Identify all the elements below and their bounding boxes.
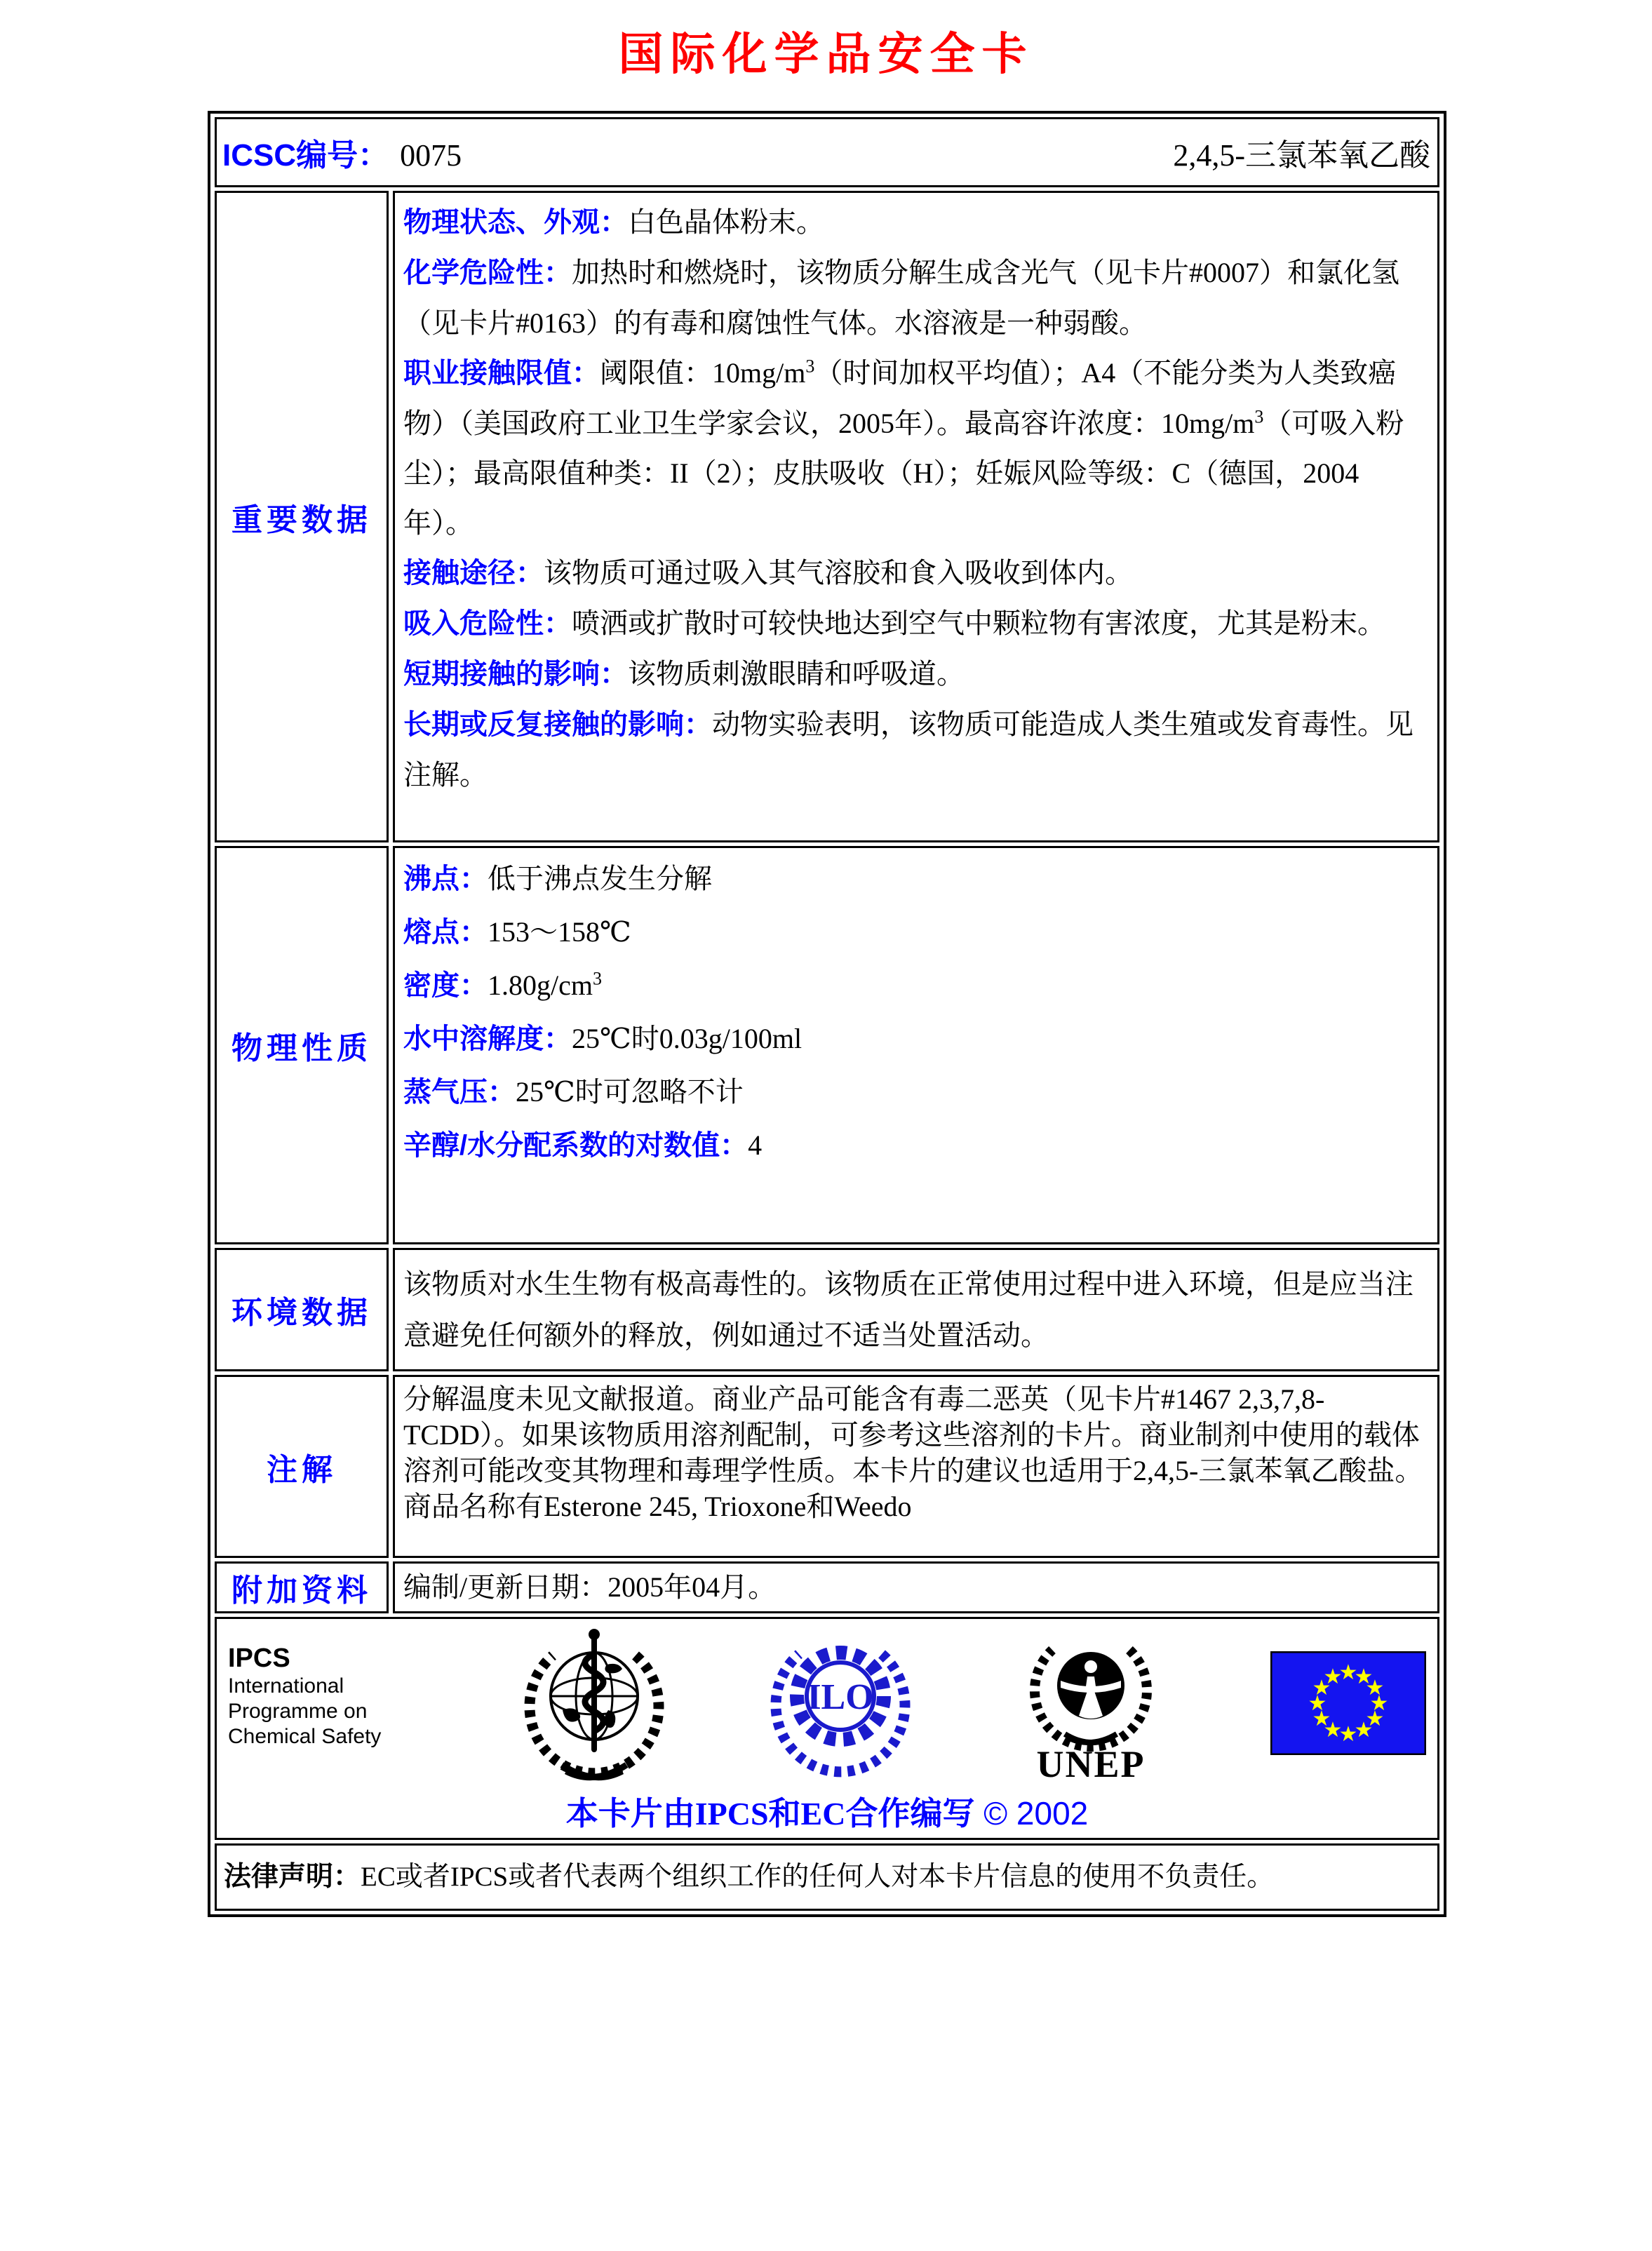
unep-logo-text: UNEP xyxy=(1036,1743,1145,1784)
text-segment: 3 xyxy=(592,968,602,989)
paragraph xyxy=(403,1568,1428,1607)
svg-text:★: ★ xyxy=(1354,1665,1374,1689)
paragraph xyxy=(403,1258,1428,1361)
text-segment: 该物质对水生生物有极高毒性的。该物质在正常使用过程中进入环境，但是应当注意避免任何额外的释放，例如通过不适当处置活动。 xyxy=(403,1268,1413,1351)
ilo-logo-text: ILO xyxy=(807,1677,874,1717)
section-content-environmental-data xyxy=(393,1248,1439,1371)
text-segment: 加热时和燃烧时，该物质分解生成含光气（见卡片#0007）和氯化氢（见卡片#0163）的有毒和腐蚀性气体。水溶液是一种弱酸。 xyxy=(403,257,1399,339)
icsc-page xyxy=(0,18,1652,2251)
text-segment: 25℃时0.03g/100ml xyxy=(572,1023,803,1054)
field-label: 密度： xyxy=(403,970,488,1001)
icsc-number-value: 0075 xyxy=(400,138,462,173)
icsc-number-group xyxy=(222,130,462,175)
text-segment: 本卡片由IPCS和EC合作编写 xyxy=(565,1796,975,1832)
legal-cell xyxy=(215,1843,1439,1911)
ipcs-line-3: Chemical Safety xyxy=(228,1725,382,1748)
text-segment: 153～158℃ xyxy=(488,916,631,948)
section-label-notes: 注解 xyxy=(215,1375,389,1558)
text-segment: 3 xyxy=(805,356,815,377)
ipcs-acronym: IPCS xyxy=(228,1644,290,1673)
text-segment: 法律声明： xyxy=(224,1862,361,1892)
section-additional-info xyxy=(215,1561,1439,1613)
paragraph xyxy=(403,1381,1428,1524)
section-content-important-data xyxy=(393,191,1439,842)
eu-flag-icon xyxy=(1270,1651,1426,1755)
svg-text:★: ★ xyxy=(1312,1676,1331,1700)
logos-cell xyxy=(215,1617,1439,1840)
eu-flag-box xyxy=(1270,1626,1426,1755)
ipcs-text-block xyxy=(228,1626,417,1749)
field-label: 接触途径： xyxy=(403,558,544,589)
section-notes xyxy=(215,1375,1439,1558)
text-segment: 分解温度未见文献报道。商业产品可能含有毒二恶英（见卡片#1467 2,3,7,8-TCDD）。如果该物质用溶剂配制，可参考这些溶剂的卡片。商业制剂中使用的载体溶剂可能改变其物理和毒理学性质。本卡片的建议也适用于2,4,5-三氯苯氧乙酸盐。商品名称有Esterone 245, Trioxone和Weedo xyxy=(403,1383,1423,1522)
field-label: 物理状态、外观： xyxy=(403,207,628,238)
section-label-physical-properties: 物理性质 xyxy=(215,846,389,1244)
legal-row xyxy=(215,1843,1439,1911)
chemical-name: 2,4,5-三氯苯氧乙酸 xyxy=(1173,138,1430,173)
field-label: 短期接触的影响： xyxy=(403,659,628,690)
icsc-number-label: ICSC编号： xyxy=(222,138,389,173)
section-content-notes xyxy=(393,1375,1439,1558)
field-label: 蒸气压： xyxy=(403,1077,516,1108)
text-segment: 25℃时可忽略不计 xyxy=(516,1076,744,1108)
section-label-additional-info: 附加资料 xyxy=(215,1561,389,1613)
svg-text:★: ★ xyxy=(1354,1718,1374,1742)
header-cell xyxy=(215,117,1439,187)
who-logo-box xyxy=(524,1626,664,1784)
paragraph xyxy=(403,1012,1428,1066)
text-segment: 喷洒或扩散时可较快地达到空气中颗粒物有害浓度，尤其是粉末。 xyxy=(572,607,1385,639)
field-label: 化学危险性： xyxy=(403,257,572,288)
field-label: 辛醇/水分配系数的对数值： xyxy=(403,1130,748,1161)
paragraph xyxy=(403,852,1428,906)
unep-logo-box xyxy=(1017,1626,1164,1784)
svg-text:★: ★ xyxy=(1308,1691,1327,1716)
text-segment: EC或者IPCS或者代表两个组织工作的任何人对本卡片信息的使用不负责任。 xyxy=(361,1862,1275,1892)
section-important-data xyxy=(215,191,1439,842)
paragraph xyxy=(403,649,1428,699)
ilo-logo-box xyxy=(770,1626,911,1784)
who-logo-icon xyxy=(524,1626,664,1784)
logos-strip xyxy=(228,1626,1426,1784)
header-row xyxy=(215,117,1439,187)
section-label-important-data: 重要数据 xyxy=(215,191,389,842)
ipcs-line-2: Programme on xyxy=(228,1700,368,1723)
section-environmental-data xyxy=(215,1248,1439,1371)
svg-text:★: ★ xyxy=(1365,1676,1385,1700)
paragraph xyxy=(403,348,1428,548)
text-segment: 白色晶体粉末。 xyxy=(628,206,824,238)
text-segment: 低于沸点发生分解 xyxy=(488,863,712,894)
text-segment: 3 xyxy=(1254,406,1264,427)
section-label-environmental-data: 环境数据 xyxy=(215,1248,389,1371)
svg-text:★: ★ xyxy=(1365,1707,1385,1731)
paragraph xyxy=(403,548,1428,598)
text-segment: 阈限值：10mg/m xyxy=(600,357,806,389)
paragraph xyxy=(403,248,1428,348)
paragraph xyxy=(403,959,1428,1012)
field-label: 沸点： xyxy=(403,864,488,894)
svg-text:★: ★ xyxy=(1312,1707,1331,1731)
page-title: 国际化学品安全卡 xyxy=(618,29,1034,79)
paragraph xyxy=(403,598,1428,649)
paragraph xyxy=(403,699,1428,800)
paragraph xyxy=(224,1860,1274,1894)
svg-text:★: ★ xyxy=(1323,1665,1343,1689)
field-label: 水中溶解度： xyxy=(403,1023,572,1054)
svg-text:★: ★ xyxy=(1338,1660,1358,1685)
field-label: 长期或反复接触的影响： xyxy=(403,709,712,740)
icsc-card xyxy=(208,111,1446,1917)
logos-row xyxy=(215,1617,1439,1840)
field-label: 熔点： xyxy=(403,917,488,948)
text-segment: 该物质刺激眼睛和呼吸道。 xyxy=(628,658,965,690)
cooperation-caption xyxy=(228,1795,1426,1832)
field-label: 职业接触限值： xyxy=(403,358,600,389)
section-content-physical-properties xyxy=(393,846,1439,1244)
section-content-additional-info xyxy=(393,1561,1439,1613)
text-segment: © 2002 xyxy=(974,1795,1089,1832)
paragraph xyxy=(403,197,1428,248)
ipcs-line-1: International xyxy=(228,1674,344,1698)
text-segment: 4 xyxy=(748,1129,763,1161)
text-segment: 1.80g/cm xyxy=(488,969,593,1001)
ilo-logo-icon xyxy=(770,1626,911,1784)
svg-text:★: ★ xyxy=(1338,1722,1358,1747)
text-segment: 编制/更新日期：2005年04月。 xyxy=(403,1571,777,1603)
svg-text:★: ★ xyxy=(1369,1691,1389,1716)
paragraph xyxy=(403,1066,1428,1119)
text-segment: （可吸入粉尘）；最高限值种类：II（2）；皮肤吸收（H）；妊娠风险等级：C（德国，2004年）。 xyxy=(403,408,1404,539)
paragraph xyxy=(403,1119,1428,1172)
field-label: 吸入危险性： xyxy=(403,608,572,639)
unep-logo-icon xyxy=(1017,1626,1164,1784)
paragraph xyxy=(403,906,1428,959)
section-physical-properties xyxy=(215,846,1439,1244)
svg-text:★: ★ xyxy=(1323,1718,1343,1742)
text-segment: 该物质可通过吸入其气溶胶和食入吸收到体内。 xyxy=(544,557,1133,589)
text-segment: （时间加权平均值）；A4（不能分类为人类致癌物）（美国政府工业卫生学家会议，2005年）。最高容许浓度：10mg/m xyxy=(403,357,1397,439)
text-segment: 动物实验表明，该物质可能造成人类生殖或发育毒性。见注解。 xyxy=(403,708,1413,791)
